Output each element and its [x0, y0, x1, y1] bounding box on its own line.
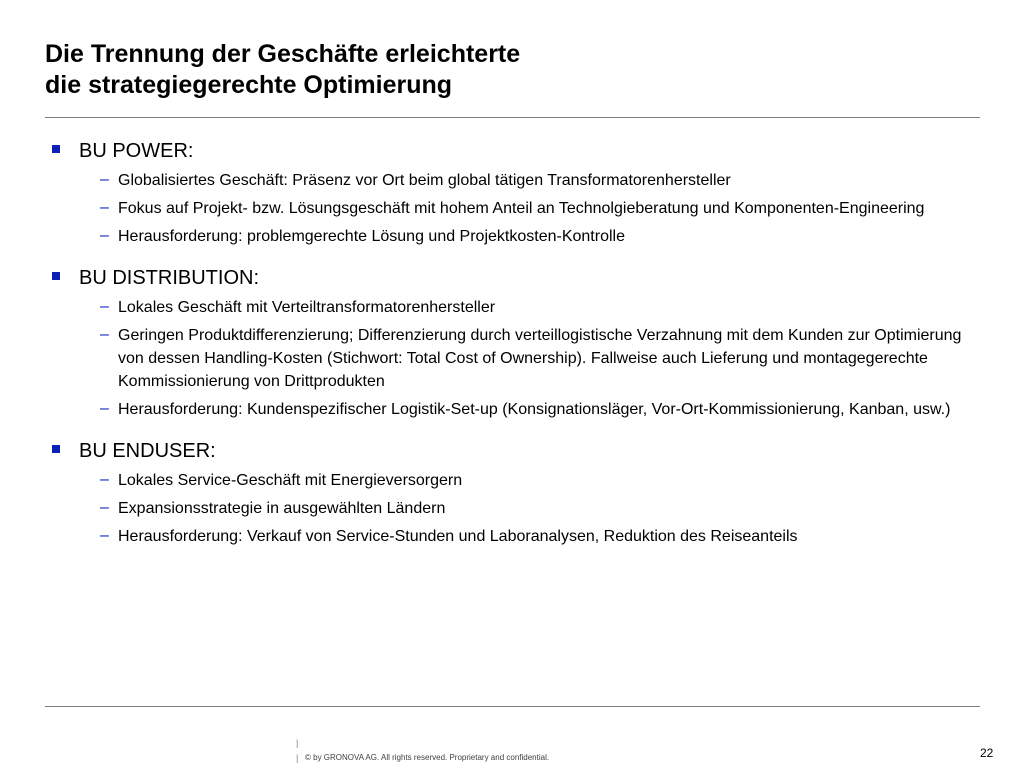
list-item-text: Lokales Service-Geschäft mit Energieversorgern: [118, 472, 463, 489]
dash-bullet-icon: –: [100, 471, 109, 488]
page-number: 22: [980, 746, 994, 760]
slide-title-line-1: Die Trennung der Geschäfte erleichterte: [45, 40, 521, 68]
list-item: [45, 296, 980, 319]
list-item: [45, 469, 980, 492]
slide-title-line-2: die strategiegerechte Optimierung: [45, 71, 453, 99]
dash-bullet-icon: –: [100, 499, 109, 516]
section-heading-text: BU ENDUSER:: [79, 440, 216, 462]
dash-bullet-icon: –: [100, 171, 109, 188]
dash-bullet-icon: –: [100, 527, 109, 544]
footer-separator: |: [296, 753, 299, 763]
list-item: [45, 225, 980, 248]
square-bullet-icon: [52, 272, 60, 280]
list-item: [45, 169, 980, 192]
list-item-text: Lokales Geschäft mit Verteiltransformatorenhersteller: [118, 299, 496, 316]
list-item-text: Herausforderung: Kundenspezifischer Logistik-Set-up (Konsignationsläger, Vor-Ort-Kommissionierung, Kanban, usw.): [118, 401, 951, 418]
list-item: [45, 525, 980, 548]
list-item: [45, 497, 980, 520]
section-bu-power: [45, 138, 980, 248]
slide-title: [45, 39, 945, 101]
title-divider: [45, 117, 980, 118]
dash-bullet-icon: –: [100, 199, 109, 216]
list-item-text: Fokus auf Projekt- bzw. Lösungsgeschäft mit hohem Anteil an Technolgieberatung und Komponenten-Engineering: [118, 200, 925, 217]
list-item-text: Geringen Produktdifferenzierung; Differenzierung durch verteillogistische Verzahnung mit dem Kunden zur Optimierung von dessen Handling-Kosten (Stichwort: Total Cost of Ownership). Fallweise auch Lieferung und montagegerechte Kommissionierung von Drittprodukten: [118, 327, 962, 390]
list-item-text: Herausforderung: Verkauf von Service-Stunden und Laboranalysen, Reduktion des Reiseanteils: [118, 528, 798, 545]
dash-bullet-icon: –: [100, 400, 109, 417]
dash-bullet-icon: –: [100, 227, 109, 244]
list-item: [45, 398, 980, 421]
list-item-text: Herausforderung: problemgerechte Lösung und Projektkosten-Kontrolle: [118, 228, 625, 245]
slide-content: [45, 138, 980, 548]
list-item-text: Globalisiertes Geschäft: Präsenz vor Ort beim global tätigen Transformatorenhersteller: [118, 172, 731, 189]
footer-copyright: © by GRONOVA AG. All rights reserved. Proprietary and confidential.: [305, 753, 550, 762]
dash-bullet-icon: –: [100, 326, 109, 343]
section-heading-text: BU DISTRIBUTION:: [79, 267, 260, 289]
section-heading: [45, 265, 980, 291]
square-bullet-icon: [52, 445, 60, 453]
footer-separator: |: [296, 738, 299, 748]
section-bu-enduser: [45, 438, 980, 548]
section-heading: [45, 438, 980, 464]
list-item: [45, 197, 980, 220]
square-bullet-icon: [52, 145, 60, 153]
section-bu-distribution: [45, 265, 980, 421]
dash-bullet-icon: –: [100, 298, 109, 315]
section-heading: [45, 138, 980, 164]
list-item: [45, 324, 980, 393]
section-heading-text: BU POWER:: [79, 140, 194, 162]
footer-divider: [45, 706, 980, 707]
list-item-text: Expansionsstrategie in ausgewählten Ländern: [118, 500, 446, 517]
